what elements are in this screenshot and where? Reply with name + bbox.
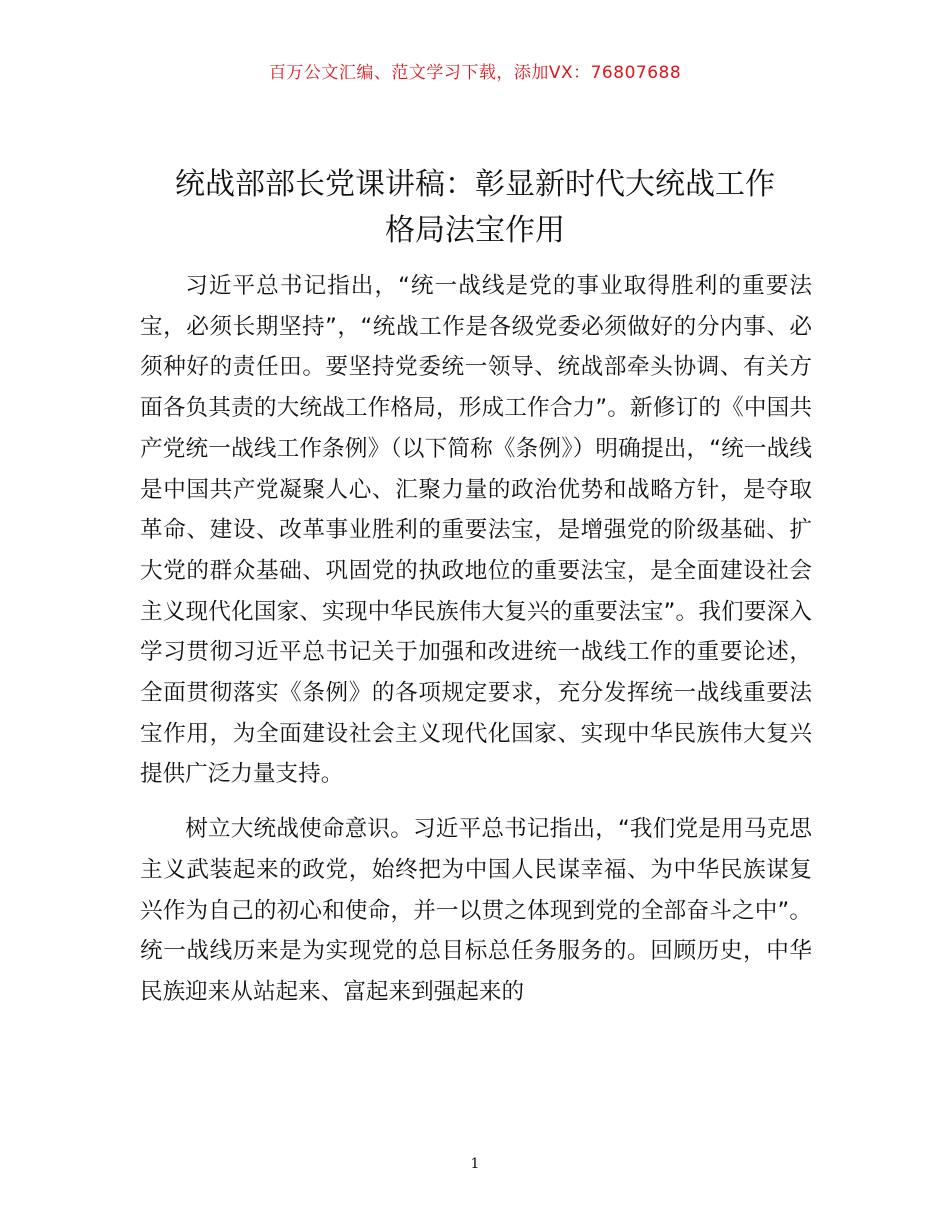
promo-header: 百万公文汇编、范文学习下载，添加VX：76807688 — [268, 63, 682, 83]
title-line-1: 统战部部长党课讲稿：彰显新时代大统战工作 — [175, 167, 775, 202]
title-line-2: 格局法宝作用 — [385, 213, 565, 248]
paragraph-1: 习近平总书记指出，“统一战线是党的事业取得胜利的重要法宝，必须长期坚持”，“统战工作是各级党委必须做好的分内事、必须种好的责任田。要坚持党委统一领导、统战部牵头协调、有关方面各负其责的大统战工作格局，形成工作合力”。新修订的《中国共产党统一战线工作条例》（以下简称《条例》）明确提出，“统一战线是中国共产党凝聚人心、汇聚力量的政治优势和战略方针，是夺取革命、建设、改革事业胜利的重要法宝，是增强党的阶级基础、扩大党的群众基础、巩固党的执政地位的重要法宝，是全面建设社会主义现代化国家、实现中华民族伟大复兴的重要法宝”。我们要深入学习贯彻习近平总书记关于加强和改进统一战线工作的重要论述，全面贯彻落实《条例》的各项规定要求，充分发挥统一战线重要法宝作用，为全面建设社会主义现代化国家、实现中华民族伟大复兴提供广泛力量支持。 — [140, 273, 812, 788]
document-title — [140, 162, 810, 254]
document-body — [140, 266, 812, 1027]
paragraph-2: 树立大统战使命意识。习近平总书记指出，“我们党是用马克思主义武装起来的政党，始终把为中国人民谋幸福、为中华民族谋复兴作为自己的初心和使命，并一以贯之体现到党的全部奋斗之中”。统一战线历来是为实现党的总目标总任务服务的。回顾历史，中华民族迎来从站起来、富起来到强起来的 — [140, 816, 812, 1005]
page-number: 1 — [470, 1156, 480, 1172]
